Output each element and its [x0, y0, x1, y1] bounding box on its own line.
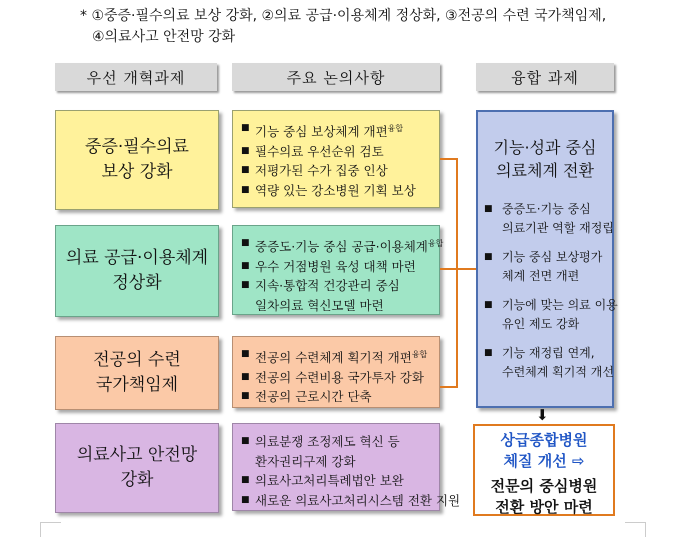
header-discussion-label: 주요 논의사항 — [286, 68, 386, 87]
page-corner-mark-left — [40, 522, 61, 537]
priority-box-4 — [55, 423, 219, 513]
discussion-item: ■ 의료사고처리특례법안 보완 — [241, 471, 433, 491]
convergence-item: ■ 기능 재정립 연계, 수련체계 획기적 개선 — [484, 344, 612, 382]
final-blue-line1: 상급종합병원 — [500, 431, 588, 449]
note-line-2 — [92, 27, 235, 47]
discussion-item: ■ 기능 중심 보상체계 개편$^{융합}$ — [241, 119, 433, 142]
discussion-box-1 — [232, 110, 440, 208]
header-priority-label: 우선 개혁과제 — [86, 68, 186, 87]
priority-4-line1: 의료사고 안전망 — [76, 445, 198, 465]
connector-line-3 — [440, 386, 456, 388]
priority-box-2 — [55, 225, 219, 317]
discussion-item: ■ 필수의료 우선순위 검토 — [241, 142, 433, 162]
convergence-item: ■ 중증도·기능 중심 의료기관 역할 재정립 — [484, 200, 612, 238]
discussion-item: ■ 전공의 수련비용 국가투자 강화 — [241, 368, 433, 388]
convergence-item: ■ 기능 중심 보상평가 체계 전면 개편 — [484, 248, 612, 286]
discussion-item-continuation: 일차의료 혁신모델 마련 — [255, 297, 384, 313]
discussion-box-2 — [232, 225, 444, 315]
priority-2-line1: 의료 공급·이용체계 — [65, 248, 209, 268]
discussion-item: ■ 저평가된 수가 집중 인상 — [241, 161, 433, 181]
down-arrow-icon: ⬇ — [536, 406, 549, 424]
connector-line-1 — [440, 158, 456, 160]
convergence-box — [476, 110, 618, 408]
header-convergence — [476, 63, 614, 91]
final-black-line2: 전환 방안 마련 — [495, 498, 593, 516]
discussion-item: ■ 역량 있는 강소병원 기획 보상 — [241, 181, 433, 201]
convergence-superscript: 융합 — [427, 239, 444, 248]
note-text-2: ④의료사고 안전망 강화 — [92, 29, 236, 45]
priority-1-line1: 중증·필수의료 — [85, 137, 189, 157]
discussion-box-4 — [232, 423, 461, 511]
priority-4-line2: 강화 — [120, 470, 154, 490]
connector-bracket — [456, 158, 458, 388]
convergence-item: ■ 기능에 맞는 의료 이용 유인 제도 강화 — [484, 296, 612, 334]
final-blue-line2: 체질 개선 ⇨ — [503, 452, 585, 470]
convergence-superscript: 융합 — [411, 350, 428, 359]
priority-3-line2: 국가책임제 — [95, 375, 179, 395]
note-line-1 — [80, 6, 606, 26]
discussion-item: ■ 의료분쟁 조정제도 혁신 등 — [241, 432, 433, 452]
note-text-1: ①중증·필수의료 보상 강화, ②의료 공급·이용체계 정상화, ③전공의 수련 국가책임제, — [91, 8, 607, 24]
priority-box-3 — [55, 336, 219, 410]
final-box — [473, 424, 615, 516]
discussion-item: ■ 우수 거점병원 육성 대책 마련 — [241, 257, 433, 277]
convergence-title: 기능·성과 중심 의료체계 전환 — [493, 138, 597, 180]
header-discussion — [232, 63, 440, 91]
priority-box-1 — [55, 110, 219, 210]
priority-3-line1: 전공의 수련 — [93, 350, 181, 370]
priority-2-line2: 정상화 — [112, 273, 162, 293]
connector-line-2 — [440, 268, 456, 270]
header-convergence-label: 융합 과제 — [511, 68, 579, 87]
discussion-box-3 — [232, 336, 440, 408]
discussion-item: ■ 지속·통합적 건강관리 중심 — [241, 276, 433, 296]
discussion-item: ■ 전공의 근로시간 단축 — [241, 387, 433, 407]
right-arrow-icon: ⇨ — [571, 452, 585, 470]
note-star: * — [80, 8, 87, 24]
convergence-superscript: 융합 — [387, 124, 404, 133]
connector-to-convergence — [456, 268, 476, 270]
final-black-line1: 전문의 중심병원 — [490, 477, 598, 495]
discussion-item-continuation: 환자권리구제 강화 — [255, 453, 356, 469]
header-priority — [55, 63, 217, 91]
priority-1-line2: 보상 강화 — [101, 162, 173, 182]
discussion-item: ■ 새로운 의료사고처리시스템 전환 지원 — [241, 491, 433, 511]
discussion-item: ■ 중증도·기능 중심 공급·이용체계$^{융합}$ — [241, 234, 433, 257]
page-corner-mark-right — [625, 522, 646, 537]
discussion-item: ■ 전공의 수련체계 획기적 개편$^{융합}$ — [241, 345, 433, 368]
